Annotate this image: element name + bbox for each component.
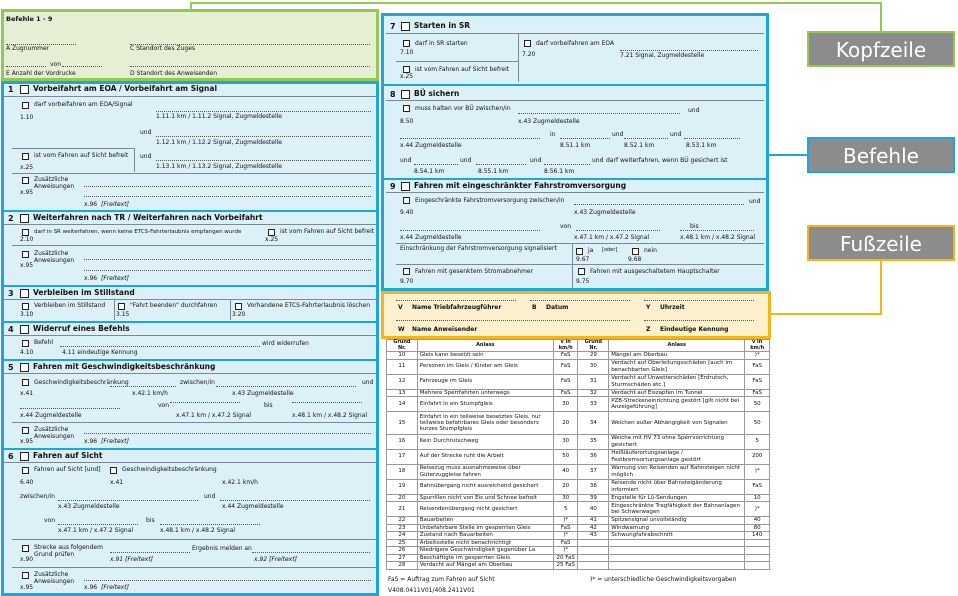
fuss-connector-v [880,258,882,314]
grund-cell-nr: 20 [387,494,418,502]
grund-cell-a: Verdacht auf Unwetterschäden [Erdrutsch, Sturmschäden etc.] [609,374,745,389]
b1-cb-sicht[interactable] [22,153,29,160]
b6-title: Fahren auf Sicht [33,451,103,460]
b4-cb-befehl[interactable] [22,340,29,347]
kopf-c-label: C Standort des Zuges [130,45,196,52]
label-fusszeile: Fußzeile [807,225,955,261]
grund-cell-v [745,539,770,547]
grund-header-row [387,340,770,352]
grund-cell-v [745,562,770,570]
grund-cell-nr: 26 [387,547,418,555]
fuss-connector-h [771,313,882,315]
b3-title: Verbleiben im Stillstand [33,288,135,297]
grund-cell-v: 30 [553,494,578,502]
b8-number: 8 [390,90,396,99]
grund-cell-nr: 25 [387,539,418,547]
kopf-connector-h [190,2,880,4]
grund-cell-a: Weiche mit HV 73 ohne Sperrvorrichtung gesichert [609,434,745,449]
grund-cell-v: )* [553,532,578,540]
b7-cb-sr[interactable] [403,40,410,47]
b6-cb-sicht[interactable] [22,467,29,474]
grund-cell-nr: 40 [578,502,609,517]
grund-foot-stern: )* = unterschiedliche Geschwindigkeitsvorgaben [590,576,737,583]
grund-cell-nr: 41 [578,517,609,525]
b4-title: Widerruf eines Befehls [33,324,130,333]
grund-cell-nr: 22 [387,517,418,525]
grund-cell-v: )* [553,547,578,555]
grund-header-anlass: Anlass [417,340,553,352]
grund-cell-nr: 36 [578,449,609,464]
grund-cell-nr [578,562,609,570]
grund-cell-v: )* [745,352,770,360]
grund-header-anlass: Anlass [609,340,745,352]
kopf-title: Befehle 1 - 9 [6,15,53,23]
table-row [387,434,770,449]
grund-cell-v: 20 [553,479,578,494]
table-row [387,449,770,464]
table-row [387,502,770,517]
table-row [387,532,770,540]
grund-cell-nr: 17 [387,449,418,464]
grund-cell-a [609,554,745,562]
grund-foot-fas: FaS = Auftrag zum Fahren auf Sicht [388,576,495,583]
b8-cb-halten[interactable] [403,105,410,112]
grund-cell-v: 40 [553,464,578,479]
grund-cell-nr: 11 [387,359,418,374]
b2-cb-zus[interactable] [22,251,29,258]
kopf-connector-v1 [190,2,192,10]
kopf-e-label: E Anzahl der Vordrucke [6,70,76,77]
b2-title: Weiterfahren nach TR / Weiterfahren nach Vorbeifahrt [33,213,263,222]
label-kopfzeile: Kopfzeile [807,31,955,67]
grund-cell-v: )* [745,464,770,479]
grund-header-nr: Grund Nr. [578,340,609,352]
grund-cell-a: Arbeitsstelle nicht benachrichtigt [417,539,553,547]
grund-cell-nr: 39 [578,494,609,502]
b5-checkbox[interactable] [20,363,29,372]
grund-cell-v: 5 [745,434,770,449]
grund-cell-nr: 19 [387,479,418,494]
grund-cell-v: FaS [553,524,578,532]
grund-cell-nr: 23 [387,524,418,532]
grund-cell-nr [578,554,609,562]
b9-checkbox[interactable] [401,182,410,191]
grund-cell-v: FaS [745,359,770,374]
grund-cell-a: Reisendenübergang nicht gesichert [417,502,553,517]
table-row [387,539,770,547]
b7-cb-sicht[interactable] [403,66,410,73]
grund-cell-a: Warnung von Reisenden auf Bahnsteigen nicht möglich [609,464,745,479]
b4-checkbox[interactable] [20,325,29,334]
table-row [387,479,770,494]
form-code: V408.0411V01/408.2411V01 [388,587,475,594]
grund-cell-v: 50 [745,412,770,435]
grund-cell-a: Windwarnung [609,524,745,532]
b6-cb-geschw[interactable] [110,467,117,474]
b3-number: 3 [8,289,14,298]
grund-cell-nr [578,539,609,547]
b8-checkbox[interactable] [401,90,410,99]
grund-cell-nr: 34 [578,412,609,435]
grund-cell-nr: 38 [578,479,609,494]
grund-cell-a: Reisezug muss ausnahmsweise über Güterzuggleise fahren [417,464,553,479]
grund-cell-a: Gleis kann besetzt sein [417,352,553,360]
table-row [387,374,770,389]
grund-cell-a: Mehrere Sperrfahrten unterwegs [417,389,553,397]
grund-header-nr: Grund Nr. [387,340,418,352]
grund-cell-v: )* [553,517,578,525]
grund-cell-nr: 31 [578,374,609,389]
grund-cell-nr: 37 [578,464,609,479]
grund-cell-a: Spitzensignal unvollständig [609,517,745,525]
table-row [387,494,770,502]
grund-cell-nr: 30 [578,359,609,374]
grund-header-v: v in km/h [553,340,578,352]
b3-cb-fahrt-beenden[interactable] [118,303,125,310]
table-row [387,464,770,479]
grund-cell-a: Heißläuferortungsanlage / Festbremsortungsanlage gestört [609,449,745,464]
grund-cell-nr: 35 [578,434,609,449]
grund-cell-a: Personen im Gleis / Kinder am Gleis [417,359,553,374]
b9-number: 9 [390,182,396,191]
grund-cell-v: FaS [553,389,578,397]
kopf-connector-v2 [880,2,882,32]
grund-cell-a: Verdacht auf Oberleitungsschäden [auch im benachbarten Gleis] [609,359,745,374]
grund-cell-v: FaS [745,389,770,397]
grund-cell-v [745,554,770,562]
b6-cb-zus[interactable] [22,572,29,579]
b3-cb-stillstand[interactable] [22,303,29,310]
grund-cell-nr: 32 [578,389,609,397]
grund-cell-v: 5 [553,502,578,517]
grund-cell-a: Spurrillen nicht von Eis und Schnee befreit [417,494,553,502]
grund-cell-nr: 24 [387,532,418,540]
b1-cb-vorbeifahren[interactable] [22,102,29,109]
b9-cb-hauptschalter[interactable] [578,268,585,275]
grund-header-v: v in km/h [745,340,770,352]
b5-cb-geschw[interactable] [22,379,29,386]
b1-number: 1 [8,85,14,94]
b3-checkbox[interactable] [20,289,29,298]
grund-cell-v: 20 FaS [553,554,578,562]
kopf-d-label: D Standort des Anweisenden [130,70,218,77]
grund-cell-nr: 13 [387,389,418,397]
b5-number: 5 [8,363,14,372]
grund-cell-v: 50 [553,449,578,464]
grund-cell-a [609,547,745,555]
b7-number: 7 [390,22,396,31]
table-row [387,547,770,555]
b5-title: Fahren mit Geschwindigkeitsbeschränkung [33,362,216,371]
grund-cell-v: FaS [745,479,770,494]
grund-cell-a: Eingeschränkte Tragfähigkeit der Bahnanlagen bei Schwerwagen [609,502,745,517]
grund-cell-a: Verdacht auf Mängel am Oberbau [417,562,553,570]
grund-cell-v: 50 [745,397,770,412]
b9-title: Fahren mit eingeschränkter Fahrstromversorgung [414,181,627,190]
kopf-a-label: A Zugnummer [6,45,50,52]
grund-cell-a: Verdacht auf Eiszapfen im Tunnel [609,389,745,397]
b1-title: Vorbeifahrt am EOA / Vorbeifahrt am Signal [33,84,218,93]
grund-cell-nr [578,547,609,555]
b7-title: Starten in SR [414,21,471,30]
grund-cell-a: Einfahrt in ein teilweise besetztes Gleis, nur teilweise befahrbares Gleis oder besonders kurzes Stumpfgleis [417,412,553,435]
grund-cell-a: Bauarbeiten [417,517,553,525]
grund-cell-v: 30 [553,397,578,412]
grund-cell-nr: 27 [387,554,418,562]
table-row [387,554,770,562]
grund-cell-nr: 15 [387,412,418,435]
grund-cell-a [609,539,745,547]
grund-cell-a: Beschäftigte im gesperrten Gleis [417,554,553,562]
grund-cell-v: 40 [745,517,770,525]
table-row [387,517,770,525]
b5-cb-zus[interactable] [22,427,29,434]
grund-table [386,339,770,570]
grund-cell-v: 25 FaS [553,562,578,570]
grund-cell-nr: 33 [578,397,609,412]
b6-number: 6 [8,452,14,461]
grund-cell-nr: 14 [387,397,418,412]
grund-cell-a: Bahnübergang nicht ausreichend gesichert [417,479,553,494]
grund-cell-a: Reisende nicht über Bahnsteigänderung informiert [609,479,745,494]
b7-cb-eoa[interactable] [524,40,531,47]
table-row [387,359,770,374]
grund-cell-v: 20 [553,412,578,435]
table-row [387,412,770,435]
grund-cell-nr: 43 [578,532,609,540]
grund-cell-a: Weichen außer Abhängigkeit von Signalen [609,412,745,435]
grund-cell-a: Engstelle für Lü-Sendungen [609,494,745,502]
table-row [387,562,770,570]
grund-cell-a: Auf der Strecke ruht die Arbeit [417,449,553,464]
grund-cell-v: FaS [745,374,770,389]
b6-checkbox[interactable] [20,452,29,461]
b1-checkbox[interactable] [20,85,29,94]
b1-cb-zus[interactable] [22,177,29,184]
grund-cell-nr: 28 [387,562,418,570]
b9-cb-stromabnehmer[interactable] [403,268,410,275]
grund-cell-v: 30 [553,434,578,449]
grund-cell-nr: 10 [387,352,418,360]
grund-cell-v: FaS [553,374,578,389]
b2-number: 2 [8,214,14,223]
kopf-von: von [50,61,62,68]
grund-cell-nr: 12 [387,374,418,389]
label-befehle: Befehle [807,137,955,173]
grund-cell-v: FaS [553,539,578,547]
grund-cell-nr: 42 [578,524,609,532]
b4-number: 4 [8,325,14,334]
grund-cell-v: )* [745,502,770,517]
grund-cell-a [609,562,745,570]
befehle-connector-h [769,154,809,156]
b2-cb-sr[interactable] [22,229,29,236]
b2-cb-sicht[interactable] [268,229,275,236]
b2-checkbox[interactable] [20,214,29,223]
grund-cell-nr: 18 [387,464,418,479]
b7-checkbox[interactable] [401,22,410,31]
grund-cell-nr: 16 [387,434,418,449]
grund-cell-a: Unbefahrbare Stelle im gesperrten Gleis [417,524,553,532]
grund-cell-nr: 29 [578,352,609,360]
grund-cell-v: FaS [553,352,578,360]
grund-cell-nr: 21 [387,502,418,517]
grund-cell-v: 140 [745,532,770,540]
grund-cell-a: Fahrzeuge im Gleis [417,374,553,389]
table-row [387,389,770,397]
b9-cb-eingeschraenkt[interactable] [403,197,410,204]
table-row [387,352,770,360]
b6-cb-strecke[interactable] [22,545,29,552]
grund-cell-a: Kein Durchrutschweg [417,434,553,449]
grund-cell-v: FaS [553,359,578,374]
grund-cell-v: 80 [745,524,770,532]
b9-cb-nein[interactable] [632,248,639,255]
grund-cell-v: 10 [745,494,770,502]
grund-cell-a: Schwungfahrabschnitt [609,532,745,540]
grund-cell-v: 200 [745,449,770,464]
table-row [387,397,770,412]
grund-cell-a: PZB-Streckeneinrichtung gestört [gilt nicht bei Anzeigeführung] [609,397,745,412]
b8-title: BÜ sichern [414,89,460,98]
table-row [387,524,770,532]
grund-cell-a: Mängel am Oberbau [609,352,745,360]
b9-cb-ja[interactable] [576,248,583,255]
b3-cb-loeschen[interactable] [235,303,242,310]
grund-cell-a: Zustand nach Bauarbeiten [417,532,553,540]
grund-cell-a: Einfahrt in ein Stumpfgleis [417,397,553,412]
grund-cell-v [745,547,770,555]
grund-cell-a: Niedrigere Geschwindigkeit gegenüber La [417,547,553,555]
